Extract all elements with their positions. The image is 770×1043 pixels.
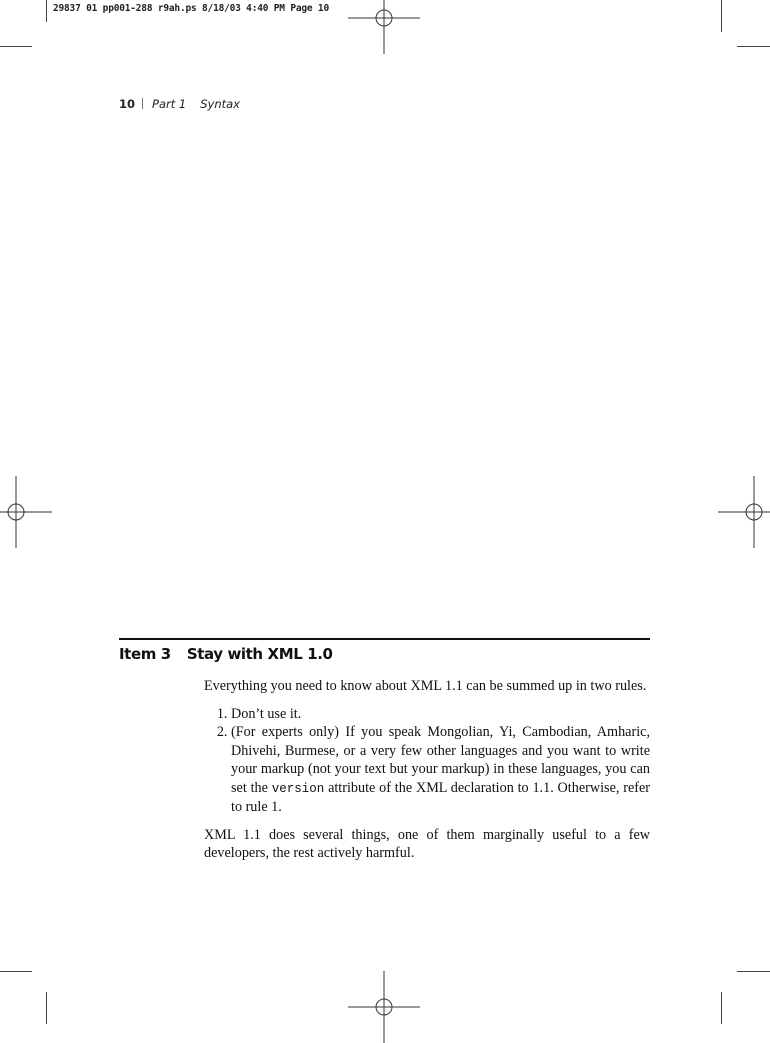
rules-list	[204, 705, 650, 817]
chapter-label: Syntax	[200, 97, 240, 111]
rule-text: (For experts only) If you speak Mongolian, Yi, Cambodian, Amharic, Dhivehi, Burmese, or a very few other languages and you want to write your markup (not your text but your markup) in these languages, you can set the	[231, 724, 650, 796]
item-number: Item 3	[119, 645, 171, 663]
body-text	[204, 677, 650, 863]
print-slug-line: 29837 01 pp001-288 r9ah.ps 8/18/03 4:40 PM Page 10	[53, 3, 329, 14]
intro-paragraph: Everything you need to know about XML 1.1 can be summed up in two rules.	[204, 678, 647, 694]
rule-item: 1. Don’t use it.	[231, 705, 650, 724]
registration-mark-top	[348, 0, 420, 54]
registration-mark-bottom	[348, 971, 420, 1043]
item-heading-rule	[119, 638, 650, 640]
rule-item	[231, 723, 650, 817]
rule-text: attribute of the XML declaration to 1.1. Otherwise, refer to rule 1.	[231, 779, 650, 815]
item-title: Stay with XML 1.0	[186, 645, 333, 663]
page-number: 10	[119, 97, 136, 111]
version-attribute-code: version	[271, 781, 325, 796]
registration-mark-right	[718, 476, 770, 548]
closing-paragraph: XML 1.1 does several things, one of them marginally useful to a few developers, the rest actively harmful.	[204, 826, 650, 861]
registration-mark-left	[0, 476, 52, 548]
running-head	[119, 97, 240, 111]
item-heading	[119, 645, 333, 663]
part-label: Part 1	[152, 97, 187, 111]
running-head-divider	[142, 98, 143, 109]
